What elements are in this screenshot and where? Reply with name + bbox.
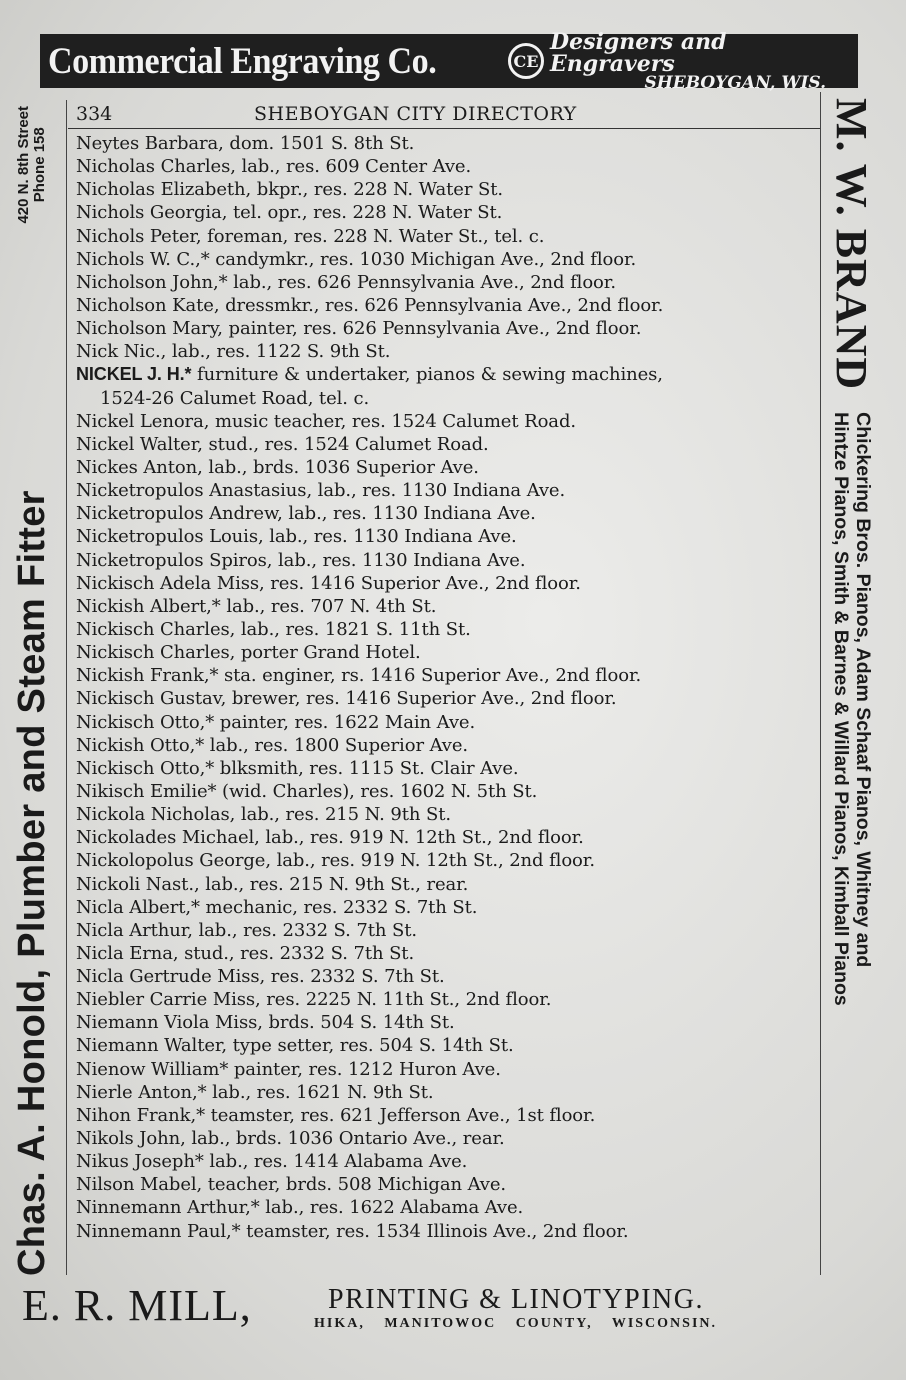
directory-entry (76, 803, 820, 826)
directory-entry (76, 1104, 820, 1127)
entry-details: 1524-26 Calumet Road, tel. c. (100, 387, 370, 409)
directory-entry (76, 942, 820, 965)
plumber-address: 420 N. 8th Street (15, 106, 33, 224)
entry-name: Nicketropulos Louis, (76, 526, 264, 548)
directory-entry (76, 271, 820, 294)
entry-name: Nickisch Otto,* (76, 711, 215, 733)
right-column-rule (820, 92, 821, 1275)
entry-details: lab., res. 1414 Alabama Ave. (203, 1151, 468, 1173)
entry-name: Niemann Viola Miss, (76, 1012, 263, 1034)
directory-entry (76, 1011, 820, 1034)
directory-entry (76, 317, 820, 340)
entry-name: Nickisch Charles, (76, 618, 236, 640)
entry-details: lab., res. 2332 S. 7th St. (192, 919, 417, 941)
entry-details: lab., res. 609 Center Ave. (235, 156, 472, 178)
entry-details: res. 1416 Superior Ave., 2nd floor. (264, 572, 581, 594)
entry-name: Nicholson Kate, (76, 294, 220, 316)
entry-name: Nichols Georgia, (76, 202, 228, 224)
entry-details: lab., res. 1130 Indiana Ave. (312, 480, 566, 502)
entry-details: stud., res. 2332 S. 7th St. (178, 942, 415, 964)
entry-name: Nicketropulos Andrew, (76, 503, 283, 525)
piano-brands-list (830, 412, 875, 1006)
entry-name: Nihon Frank,* (76, 1104, 205, 1126)
piano-dealer-name: M. W. BRAND (827, 98, 877, 391)
entry-details: lab., res. 1622 Alabama Ave. (259, 1197, 524, 1219)
directory-entry (76, 1196, 820, 1219)
directory-entry-continuation (76, 387, 820, 410)
entry-details: porter Grand Hotel. (235, 642, 421, 664)
directory-entry (76, 1173, 820, 1196)
directory-entry (76, 572, 820, 595)
directory-entry (76, 363, 820, 386)
entry-details: lab., res. 1621 N. 9th St. (206, 1081, 434, 1103)
entry-name: Nickisch Charles, (76, 642, 236, 664)
directory-entry (76, 502, 820, 525)
entry-name: Nichols Peter, (76, 225, 202, 247)
entry-name: Nick Nic., (76, 341, 167, 363)
plumber-phone: Phone 158 (31, 127, 48, 203)
entry-details: lab., res. 215 N. 9th St., rear. (199, 873, 469, 895)
entry-details: lab., res. 1130 Indiana Ave. (272, 549, 526, 571)
directory-entry (76, 1220, 820, 1243)
entry-name: Nickisch Adela Miss, (76, 572, 265, 594)
entry-name: Nickish Frank,* (76, 665, 219, 687)
directory-entry (76, 757, 820, 780)
printer-trade: PRINTING & LINOTYPING. (328, 1284, 704, 1315)
right-side-advertisement (824, 92, 880, 1276)
entry-details: dressmkr., res. 626 Pennsylvania Ave., 2nd floor. (219, 294, 664, 316)
entry-name: Nierle Anton,* (76, 1081, 207, 1103)
page-number: 334 (76, 103, 113, 125)
entry-name: Nicketropulos Anastasius, (76, 480, 313, 502)
entry-details: bkpr., res. 228 N. Water St. (251, 179, 503, 201)
entry-details: mechanic, res. 2332 S. 7th St. (199, 896, 478, 918)
directory-entry (76, 873, 820, 896)
entry-name: Nickish Otto,* (76, 734, 205, 756)
entry-details: teamster, res. 621 Jefferson Ave., 1st floor. (205, 1104, 596, 1126)
directory-entry (76, 1150, 820, 1173)
directory-entry (76, 549, 820, 572)
entry-details: teamster, res. 1534 Illinois Ave., 2nd floor. (240, 1220, 629, 1242)
entry-name: Nickisch Gustav, (76, 688, 227, 710)
entry-details: lab., res. 215 N. 9th St. (235, 804, 451, 826)
directory-entry (76, 525, 820, 548)
directory-entry (76, 687, 820, 710)
entry-details: lab., res. 1130 Indiana Ave. (263, 526, 517, 548)
directory-entry (76, 896, 820, 919)
entry-details: tel. opr., res. 228 N. Water St. (227, 202, 503, 224)
entry-name: Nickish Albert,* (76, 595, 221, 617)
entry-name: Nicla Erna, (76, 942, 179, 964)
entry-details: type setter, res. 504 S. 14th St. (227, 1035, 514, 1057)
entry-details: lab., res. 1122 S. 9th St. (166, 341, 391, 363)
entry-name: Nichols W. C.,* (76, 248, 210, 270)
entry-name: Nicholas Charles, (76, 156, 236, 178)
directory-entry (76, 1127, 820, 1150)
entry-name: Nickolades Michael, (76, 827, 260, 849)
entry-details: furniture & undertaker, pianos & sewing machines, (191, 364, 663, 386)
directory-entry (76, 826, 820, 849)
entry-details: painter, res. 626 Pennsylvania Ave., 2nd floor. (222, 318, 642, 340)
entry-name: Nickoli Nast., (76, 873, 200, 895)
entry-details: sta. enginer, rs. 1416 Superior Ave., 2nd floor. (218, 665, 642, 687)
directory-entry (76, 178, 820, 201)
entry-details: candymkr., res. 1030 Michigan Ave., 2nd floor. (209, 248, 637, 270)
entry-details: dom. 1501 S. 8th St. (223, 133, 415, 154)
directory-entry (76, 201, 820, 224)
directory-entry (76, 1034, 820, 1057)
entry-details: res. 2332 S. 7th St. (265, 966, 445, 988)
engraving-company-name: Commercial Engraving Co. (48, 40, 437, 82)
directory-entry (76, 711, 820, 734)
entry-details: lab., res. 1821 S. 11th St. (235, 618, 471, 640)
entry-details: foreman, res. 228 N. Water St., tel. c. (201, 225, 545, 247)
entry-name: Nickisch Otto,* (76, 757, 215, 779)
directory-entry (76, 225, 820, 248)
left-column-rule (66, 100, 67, 1275)
directory-entry (76, 641, 820, 664)
directory-entry (76, 734, 820, 757)
entry-details: brds. 504 S. 14th St. (262, 1012, 455, 1034)
plumber-ad-text: Chas. A. Honold, Plumber and Steam Fitter (10, 490, 53, 1276)
entry-details: lab., res. 1800 Superior Ave. (204, 734, 468, 756)
directory-entry (76, 433, 820, 456)
entry-details: blksmith, res. 1115 St. Clair Ave. (214, 757, 519, 779)
directory-entry (76, 595, 820, 618)
page-header (68, 100, 820, 129)
piano-brands-line-1: Chickering Bros. Pianos, Adam Schaaf Pianos, Whitney and (852, 412, 875, 968)
entry-name: Nicla Arthur, (76, 919, 193, 941)
directory-entries (76, 132, 820, 1243)
directory-entry (76, 919, 820, 942)
tagline-line-2: SHEBOYGAN, WIS. (644, 72, 826, 93)
plumber-ad-contact (16, 106, 48, 224)
entry-name: Nicholas Elizabeth, (76, 179, 252, 201)
entry-details: res. 2225 N. 11th St., 2nd floor. (260, 989, 552, 1011)
entry-name: Neytes Barbara, (76, 133, 224, 154)
entry-name: Nickolopolus George, (76, 850, 271, 872)
entry-details: lab., res. 919 N. 12th St., 2nd floor. (259, 827, 584, 849)
top-advertisement-banner (40, 28, 858, 93)
entry-name: Nickel Walter, (76, 433, 203, 455)
printer-name: E. R. MILL, (22, 1281, 252, 1330)
entry-name: Nikus Joseph* (76, 1151, 204, 1173)
bottom-advertisement-banner (18, 1280, 858, 1340)
entry-name: Nickes Anton, (76, 456, 203, 478)
page-title: SHEBOYGAN CITY DIRECTORY (254, 103, 577, 125)
entry-name: Ninnemann Paul,* (76, 1220, 241, 1242)
entry-name: Nicholson Mary, (76, 318, 223, 340)
entry-name: Nienow William* (76, 1058, 229, 1080)
directory-entry (76, 780, 820, 803)
directory-entry (76, 132, 820, 155)
directory-entry (76, 618, 820, 641)
entry-name: Nicla Gertrude Miss, (76, 966, 266, 988)
entry-name: Nicla Albert,* (76, 896, 200, 918)
engraving-tagline (550, 28, 850, 93)
entry-name: Nicketropulos Spiros, (76, 549, 273, 571)
entry-details: painter, res. 1212 Huron Ave. (228, 1058, 501, 1080)
entry-details: lab., res. 707 N. 4th St. (220, 595, 437, 617)
entry-details: music teacher, res. 1524 Calumet Road. (209, 410, 576, 432)
entry-name: Nikisch Emilie* (76, 780, 217, 802)
tagline-line-1: Designers and Engravers (550, 28, 727, 77)
entry-name: Niebler Carrie Miss, (76, 989, 261, 1011)
entry-name: Niemann Walter, (76, 1035, 228, 1057)
entry-details: lab., res. 919 N. 12th St., 2nd floor. (270, 850, 595, 872)
entry-details: brewer, res. 1416 Superior Ave., 2nd floor. (226, 688, 617, 710)
entry-name: Nilson Mabel, (76, 1174, 203, 1196)
entry-details: teacher, brds. 508 Michigan Ave. (202, 1174, 507, 1196)
directory-entry (76, 410, 820, 433)
piano-brands-line-2: Hintze Pianos, Smith & Barnes & Willard Pianos, Kimball Pianos (830, 412, 852, 1006)
directory-entry (76, 664, 820, 687)
entry-details: painter, res. 1622 Main Ave. (214, 711, 476, 733)
entry-name: Nickola Nicholas, (76, 804, 236, 826)
entry-name: Nicholson John,* (76, 271, 228, 293)
entry-name: NICKEL J. H.* (76, 364, 192, 385)
directory-entry (76, 294, 820, 317)
entry-details: lab., res. 1130 Indiana Ave. (282, 503, 536, 525)
entry-details: stud., res. 1524 Calumet Road. (202, 433, 489, 455)
directory-entry (76, 155, 820, 178)
directory-entry (76, 1058, 820, 1081)
directory-entry (76, 340, 820, 363)
engraving-logo-icon: CE (508, 43, 544, 79)
entry-details: (wid. Charles), res. 1602 N. 5th St. (216, 780, 538, 802)
directory-entry (76, 965, 820, 988)
directory-entry (76, 479, 820, 502)
printer-location: HIKA, MANITOWOC COUNTY, WISCONSIN. (314, 1316, 718, 1331)
directory-entry (76, 849, 820, 872)
entry-details: lab., res. 626 Pennsylvania Ave., 2nd floor. (227, 271, 616, 293)
left-side-advertisement (2, 96, 62, 1276)
directory-entry (76, 248, 820, 271)
directory-entry (76, 1081, 820, 1104)
entry-details: lab., brds. 1036 Ontario Ave., rear. (185, 1128, 505, 1150)
directory-entry (76, 988, 820, 1011)
entry-details: lab., brds. 1036 Superior Ave. (202, 456, 479, 478)
entry-name: Nickel Lenora, (76, 410, 210, 432)
directory-entry (76, 456, 820, 479)
entry-name: Ninnemann Arthur,* (76, 1197, 260, 1219)
entry-name: Nikols John, (76, 1128, 186, 1150)
